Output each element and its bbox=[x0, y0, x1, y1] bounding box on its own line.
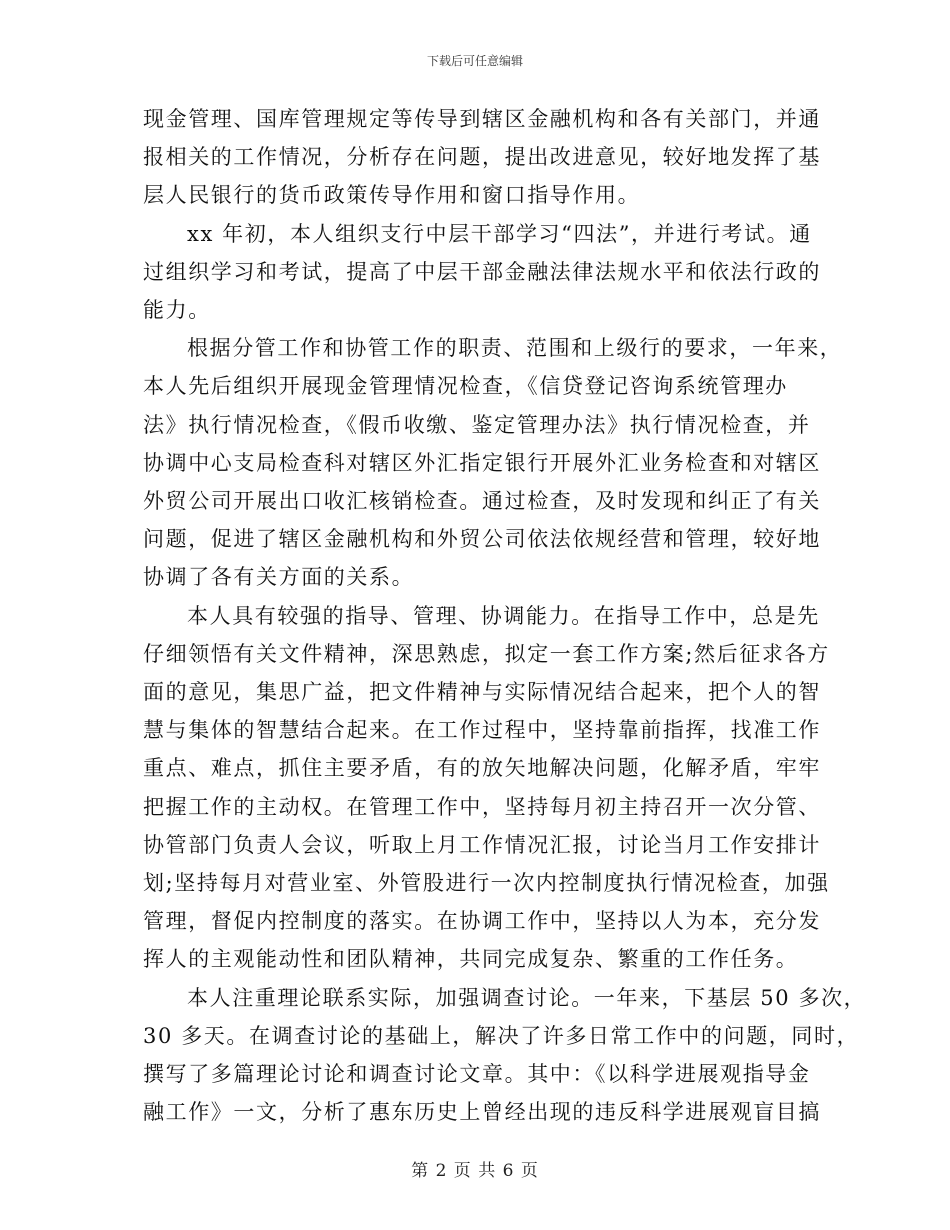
paragraph bbox=[143, 215, 821, 330]
text-line: 面的意见，集思广益，把文件精神与实际情况结合起来，把个人的智 bbox=[143, 680, 821, 705]
text-line: 划;坚持每月对营业室、外管股进行一次内控制度执行情况检查，加强 bbox=[143, 871, 830, 896]
text-line: 融工作》一文，分析了惠东历史上曾经出现的违反科学进展观盲目搞 bbox=[143, 1100, 821, 1125]
text-line: xx 年初，本人组织支行中层干部学习“四法”，并进行考试。通 bbox=[187, 221, 812, 246]
text-line: 仔细领悟有关文件精神，深思熟虑，拟定一套工作方案;然后征求各方 bbox=[143, 641, 830, 666]
text-line: 管理，督促内控制度的落实。在协调工作中，坚持以人为本，充分发 bbox=[143, 909, 821, 934]
text-line: 外贸公司开展出口收汇核销检查。通过检查，及时发现和纠正了有关 bbox=[143, 489, 821, 514]
text-line: 协调中心支局检查科对辖区外汇指定银行开展外汇业务检查和对辖区 bbox=[143, 450, 821, 475]
text-line: 报相关的工作情况，分析存在问题，提出改进意见，较好地发挥了基 bbox=[143, 145, 821, 170]
text-line: 过组织学习和考试，提高了中层干部金融法律法规水平和依法行政的 bbox=[143, 259, 821, 284]
paragraph bbox=[143, 329, 843, 596]
text-line: 本人具有较强的指导、管理、协调能力。在指导工作中，总是先 bbox=[187, 603, 820, 628]
text-line: 能力。 bbox=[143, 298, 211, 323]
text-line: 现金管理、国库管理规定等传导到辖区金融机构和各有关部门，并通 bbox=[143, 107, 821, 131]
text-line: 30 多天。在调查讨论的基础上，解决了许多日常工作中的问题，同时， bbox=[143, 1023, 860, 1048]
text-line: 重点、难点，抓住主要矛盾，有的放矢地解决问题，化解矛盾，牢牢 bbox=[143, 756, 821, 781]
paragraph bbox=[143, 979, 867, 1132]
document-body bbox=[143, 100, 867, 1131]
text-line: 问题，促进了辖区金融机构和外贸公司依法依规经营和管理，较好地 bbox=[143, 527, 821, 552]
text-line: 法》执行情况检查，《假币收缴、鉴定管理办法》执行情况检查，并 bbox=[143, 412, 811, 437]
paragraph bbox=[143, 100, 821, 215]
text-line: 把握工作的主动权。在管理工作中，坚持每月初主持召开一次分管、 bbox=[143, 794, 821, 819]
page-number: 第 2 页 共 6 页 bbox=[411, 1161, 539, 1181]
paragraph bbox=[143, 597, 830, 979]
text-line: 撰写了多篇理论讨论和调查讨论文章。其中：《以科学进展观指导金 bbox=[143, 1062, 811, 1087]
text-line: 协调了各有关方面的关系。 bbox=[143, 565, 415, 590]
text-line: 本人注重理论联系实际，加强调查讨论。一年来，下基层 50 多次， bbox=[187, 985, 867, 1010]
text-line: 慧与集体的智慧结合起来。在工作过程中，坚持靠前指挥，找准工作 bbox=[143, 718, 821, 743]
text-line: 本人先后组织开展现金管理情况检查，《信贷登记咨询系统管理办 bbox=[143, 374, 788, 399]
text-line: 层人民银行的货币政策传导作用和窗口指导作用。 bbox=[143, 183, 641, 208]
text-line: 挥人的主观能动性和团队精神，共同完成复杂、繁重的工作任务。 bbox=[143, 947, 799, 972]
text-line: 协管部门负责人会议，听取上月工作情况汇报，讨论当月工作安排计 bbox=[143, 832, 821, 857]
text-line: 根据分管工作和协管工作的职责、范围和上级行的要求，一年来， bbox=[187, 336, 843, 361]
page-header-note: 下载后可任意编辑 bbox=[426, 54, 523, 68]
